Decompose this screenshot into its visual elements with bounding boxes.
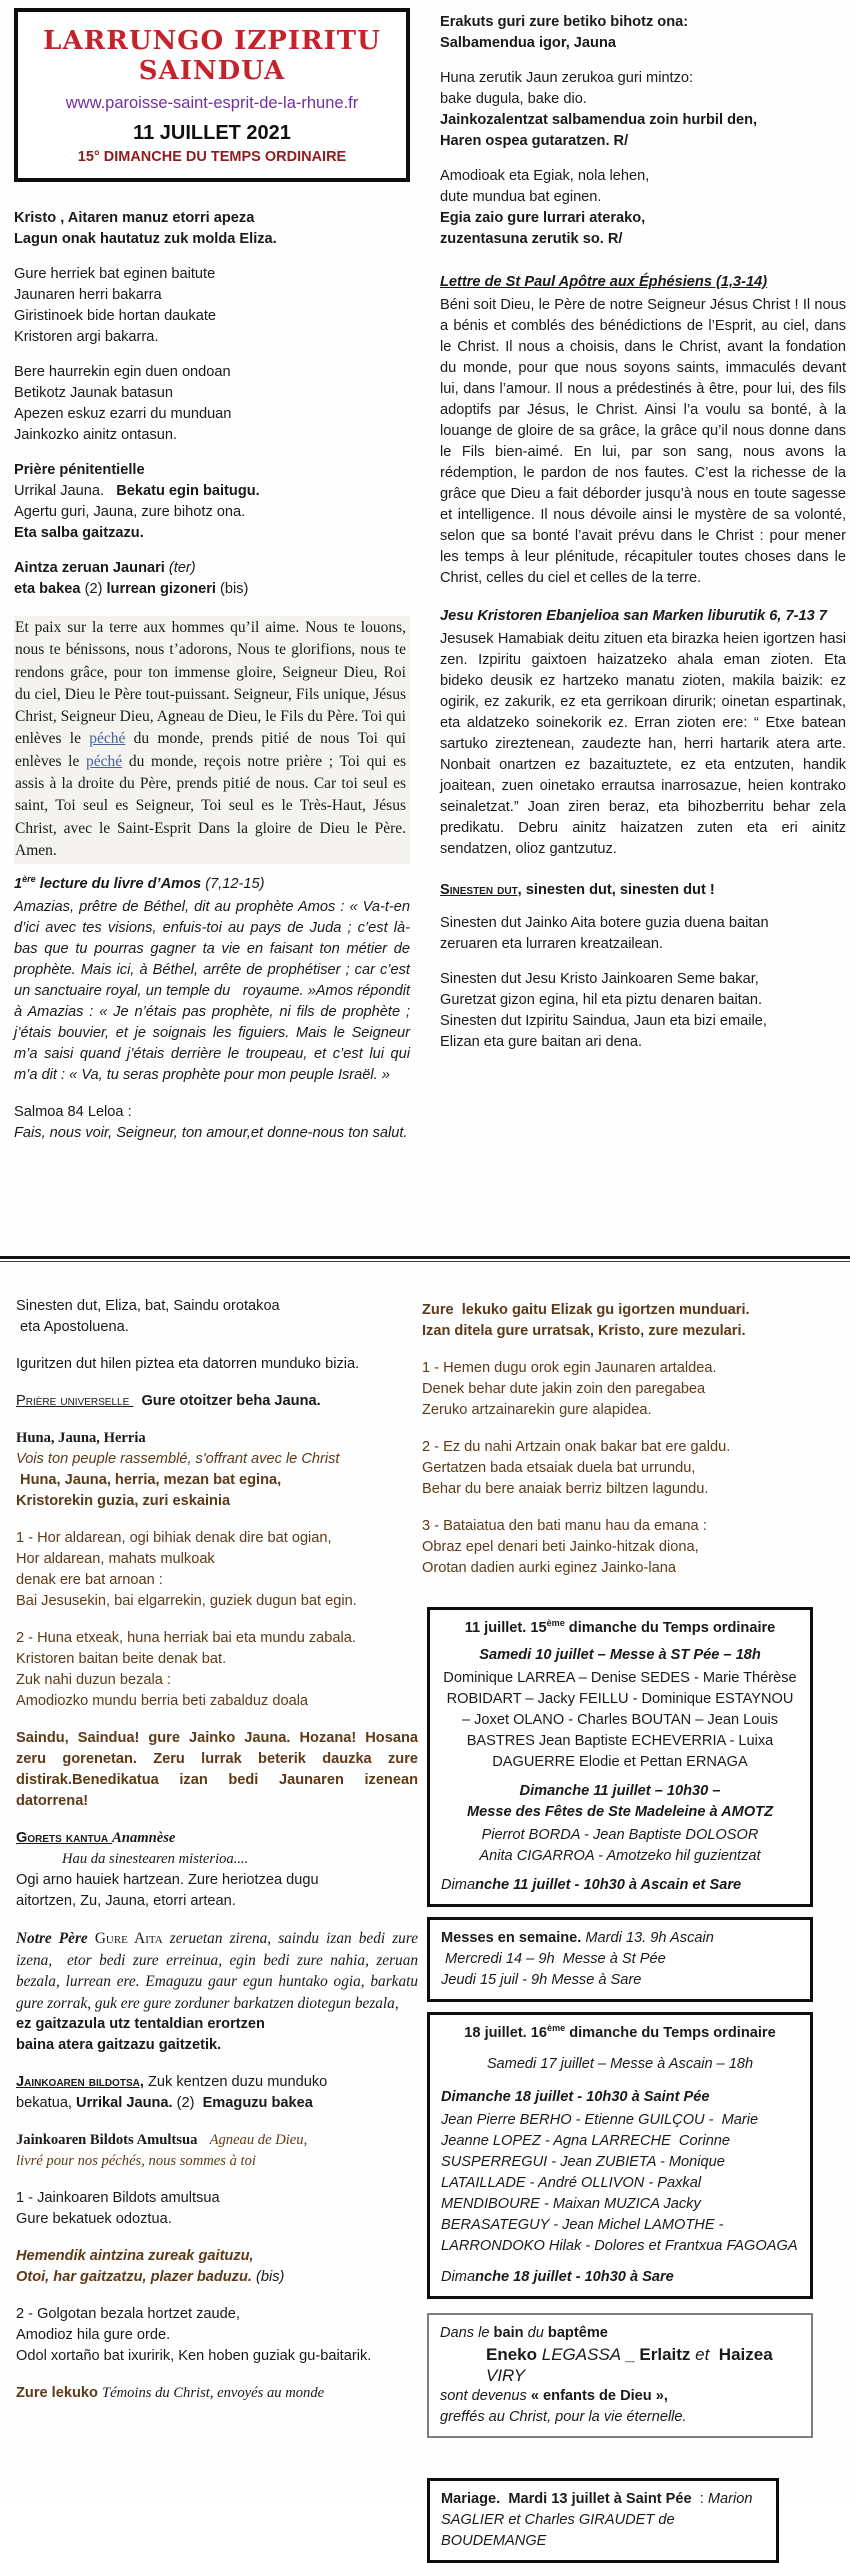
text-run: SAGLIER et Charles GIRAUDET de BOUDEMANGE: [441, 2512, 675, 2549]
text-run: Izan ditela gure urratsak, Kristo, zure mezulari.: [422, 1323, 746, 1339]
text-run: Urrikal Jauna.: [76, 2095, 173, 2111]
weekday-masses: [427, 1917, 813, 2002]
sending-hymn-verse-2: [422, 1437, 818, 1500]
section-divider: [0, 1256, 850, 1262]
text-block: [441, 1875, 799, 1896]
text-run: denak ere bat arnoan :: [16, 1572, 163, 1588]
text-run: Saindu, Saindua! gure Jainko Jauna. Hozana! Hosana zeru gorenetan. Zeru lurrak beterik dauzka zure distirak.Benedikatua izan bedi Jaunaren izenean datorrena!: [16, 1730, 418, 1809]
second-reading-text: Béni soit Dieu, le Père de notre Seigneur Jésus Christ ! Il nous a bénis et comblés des bénédictions de l’Esprit, au ciel, dans le Christ. Il nous a choisis, dans le Christ, avant la fondation du monde, pour que nous soyons saints, immaculés devant lui, dans l’amour. Il nous a prédestinés à être, pour lui, des fils adoptifs par Jésus, le Christ. Ainsi l’a voulu sa bonté, à la louange de gloire de sa grâce, la grâce qu’il nous donne dans le Fils bien-aimé. En lui, par son sang, nous avons la rédemption, le pardon de nos fautes. C’est la richesse de la grâce que Dieu a fait déborder jusqu’à nous en toute sagesse et intelligence. Il nous dévoile ainsi le mystère de sa volonté, selon que sa bonté l’avait prévu dans le Christ : pour mener les temps à leur plénitude, récapituler toutes choses dans le Christ, celles du ciel et celles de la terre.: [440, 297, 846, 586]
text-run: Mariage. Mardi 13 juillet à Saint Pée: [441, 2491, 700, 2507]
offertory-refrain: [16, 1470, 418, 1512]
mass-schedule-week1: [427, 1607, 813, 1907]
bottom-right-column: [422, 1300, 818, 2563]
text-block: [441, 2110, 799, 2257]
text-run: Témoins du Christ, envoyés au monde: [101, 2385, 325, 2401]
text-run: eta bakea: [14, 581, 85, 597]
hymn-entrance-refrain: [14, 208, 410, 250]
text-run: et: [695, 2345, 715, 2364]
credo-line-2: Sinesten dut Jesu Kristo Jainkoaren Seme bakar, Guretzat gizon egina, hil eta piztu denaren baitan. Sinesten dut Izpiritu Saindua, Jaun eta bizi emaile, Elizan eta gure baitan ari dena.: [440, 971, 767, 1050]
text-run: Egia zaio gure lurrari aterako,: [440, 210, 646, 226]
text-block: Dominique LARREA – Denise SEDES - Marie Thérèse ROBIDART – Jacky FEILLU - Dominique ESTAYNOU – Joxet OLANO - Charles BOUTAN – Jean Louis BASTRES Jean Baptiste ECHEVERRIA - Luixa DAGUERRE Elodie et Pettan ERNAGA: [443, 1670, 797, 1770]
agnus-title: [16, 2130, 418, 2172]
text-run: Dimanche 18 juillet - 10h30 à Saint Pée: [441, 2089, 710, 2105]
agnus-refrain: [16, 2246, 418, 2288]
text-run: « enfants de Dieu »,: [530, 2388, 668, 2404]
text-run: ez gaitzazula utz tentaldian erortzen: [16, 2016, 265, 2032]
text-block: [441, 2054, 799, 2075]
text-run: Dima: [441, 2269, 476, 2285]
agnus-verse-2: 2 - Golgotan bezala hortzet zaude, Amodioz hila gure orde. Odol xortaño bat ixuririk, Ken hoben guziak gu-baitarik.: [16, 2306, 372, 2364]
text-run: nche 18 juillet - 10h30 à Sare: [475, 2269, 674, 2285]
text-run: _: [625, 2345, 640, 2364]
text-run: Gertatzen bada etsaiak duela bat urrundu,: [422, 1460, 696, 1476]
credo-line-4: Iguritzen dut hilen piztea eta datorren munduko bizia.: [16, 1356, 360, 1372]
sending-hymn-refrain: [422, 1300, 818, 1342]
text-run: 3 - Bataiatua den bati manu hau da emana :: [422, 1518, 707, 1534]
text-run: Messe des Fêtes de Ste Madeleine à AMOTZ: [466, 1804, 774, 1820]
text-run: Zure lekuko gaitu Elizak gu igortzen munduari.: [422, 1302, 750, 1318]
credo-line-3: Sinesten dut, Eliza, bat, Saindu orotakoa eta Apostoluena.: [16, 1298, 280, 1335]
priere-universelle: [16, 1391, 418, 1412]
text-run: Marion: [707, 2491, 753, 2507]
sending-hymn-verse-1: [422, 1358, 818, 1421]
text-run: Eta salba gaitzazu.: [14, 525, 144, 541]
text-run: Zuk kentzen duzu munduko: [143, 2074, 328, 2090]
gloria-text: Et paix sur la terre aux hommes qu’il aime. Nous te louons, nous te bénissons, nous t’adorons, Nous te glorifions, nous te rendons grâce, pour ton immense gloire, Seigneur Dieu, Roi du ciel, Dieu le Père tout-puissant. Seigneur, Fils unique, Jésus Christ, Seigneur Dieu, Agneau de Dieu, le Fils du Père. Toi qui enlèves le péché du monde, prends pitié de nous Toi qui enlèves le péché du monde, reçois notre prière ; Toi qui es assis à la droite du Père, prends pitié de nous. Car toi seul es saint, Toi seul es Seigneur, Toi seul es le Très-Haut, Jésus Christ, avec le Saint-Esprit Dans la gloire de Dieu le Père. Amen.: [14, 616, 410, 864]
text-run: ère: [22, 874, 36, 885]
text-run: Mercredi 14 – 9h Messe à St Pée: [441, 1951, 666, 1967]
text-run: Prière pénitentielle: [14, 462, 145, 478]
bottom-left-column: [16, 1296, 418, 2404]
gospel-heading: [440, 606, 846, 627]
parish-title: LARRUNGO IZPIRITU SAINDUA: [43, 26, 381, 86]
text-run: Erlaitz: [639, 2345, 696, 2364]
baptism-announcement: [427, 2313, 813, 2438]
text-run: Amazias, prêtre de Béthel, dit au prophète Amos : « Va-t-en d’ici avec tes visions, enfuis-toi au pays de Juda ; c’est là-bas que tu pourras gagner ta vie en faisant ton métier de prophète. Mais ici, à Béthel, arrête de prophétiser ; car c’est un sanctuaire royal, un temple du royaume. »Amos répondit à Amazias : « Je n’étais pas prophète, ni fils de prophète ; j’étais bouvier, et je soignais les figuiers. Mais le Seigneur m’a saisi quand j’étais derrière le troupeau, et c’est lui qui m’a dit : « Va, tu seras prophète pour mon peuple Israël. »: [14, 899, 410, 1084]
text-run: bain: [493, 2325, 528, 2341]
text-run: Orotan dadien aurki eginez Jainko-lana: [422, 1560, 676, 1576]
text-block: [441, 1618, 799, 1639]
text-run: Jainkozalentzat salbamendua zoin hurbil den,: [440, 112, 758, 128]
text-run: Kristoren baitan beite denak bat.: [16, 1651, 227, 1667]
text-run: zuzentasuna zerutik so. R/: [440, 231, 623, 247]
text-run: Lettre de St Paul Apôtre aux Éphésiens (1,3-14): [440, 274, 768, 290]
text-block: [440, 2323, 800, 2344]
text-run: Huna, Jauna, Herria: [16, 1430, 146, 1446]
top-left-column: [14, 8, 410, 1144]
gorets-kantua-title: Gorets kantua: [16, 1830, 113, 1846]
credo-heading: [440, 880, 846, 901]
text-run: Otoi, har gaitzatzu, plazer baduzu.: [16, 2269, 257, 2285]
text-block: [441, 1645, 799, 1666]
text-run: Anamnèse: [112, 1830, 176, 1846]
text-run: Kristo , Aitaren manuz etorri apeza: [14, 210, 255, 226]
text-run: Emaguzu bakea: [202, 2095, 313, 2111]
anamnese-intro: [16, 1849, 418, 1870]
mass-schedule-week2: [427, 2012, 813, 2299]
text-run: Pierrot BORDA - Jean Baptiste DOLOSOR: [481, 1827, 759, 1843]
credo-line-1: Sinesten dut Jainko Aita botere guzia duena baitan zeruaren eta lurraren kreatzailean.: [440, 915, 769, 952]
text-run: Lagun onak hautatuz zuk molda Eliza.: [14, 231, 277, 247]
text-run: du: [527, 2325, 548, 2341]
text-run: greffés au Christ, pour la vie éternelle.: [440, 2409, 687, 2425]
sinesten-dut-title: Sinesten dut,: [440, 882, 522, 898]
text-run: Eneko: [486, 2345, 542, 2364]
text-block: Mariage. Mardi 13 juillet à Saint Pée : Marion SAGLIER et Charles GIRAUDET de BOUDEMANGE: [441, 2491, 753, 2549]
text-run: Dima: [441, 1877, 476, 1893]
text-run: Samedi 17 juillet – Messe à Ascain – 18h: [486, 2056, 754, 2072]
text-run: 2 - Ez du nahi Artzain onak bakar bat ere galdu.: [422, 1439, 731, 1455]
top-right-text: [440, 12, 846, 1053]
bottom-right-text: [422, 1300, 818, 1579]
text-run: 18 juillet. 16: [464, 2025, 548, 2041]
priere-penitentielle: Prière pénitentielle Urrikal Jauna. Bekatu egin baitugu. Agertu guri, Jauna, zure bihotz ona. Eta salba gaitzazu.: [14, 462, 260, 541]
text-block: [440, 2386, 800, 2407]
text-run: nche 11 juillet - 10h30 à Ascain et Sare: [475, 1877, 742, 1893]
text-run: lecture du livre d’Amos: [35, 876, 206, 893]
text-run: baptême: [547, 2325, 608, 2341]
offertory-title: [16, 1428, 418, 1449]
jainkoaren-bildotsa-title: Jainkoaren bildotsa,: [16, 2074, 144, 2090]
offertory-french: [16, 1449, 418, 1470]
text-run: Hemendik aintzina zureak gaituzu,: [16, 2248, 254, 2264]
sending-hymn-verse-3: [422, 1516, 818, 1579]
text-run: Kristorekin guzia, zuri eskainia: [16, 1493, 231, 1509]
peche-link[interactable]: péché: [86, 752, 123, 770]
text-run: Gure otoitzer beha Jauna.: [141, 1393, 321, 1409]
text-block: [441, 2267, 799, 2288]
psalm: Salmoa 84 Leloa : Fais, nous voir, Seigneur, ton amour,et donne-nous ton salut.: [14, 1104, 408, 1142]
text-run: Jeudi 15 juil - 9h Messe à Sare: [441, 1972, 642, 1988]
offertory-verse-2: [16, 1628, 418, 1712]
text-run: Behar du bere anaiak berriz biltzen lagundu.: [422, 1481, 709, 1497]
text-run: Zuk nahi duzun bezala :: [16, 1672, 171, 1688]
text-run: (bis): [256, 2269, 285, 2285]
text-run: Hau da sinestearen misterioa....: [62, 1851, 249, 1867]
marriage-announcement: [427, 2478, 779, 2563]
psalm-verse-1: Huna zerutik Jaun zerukoa guri mintzo: bake dugula, bake dio. Jainkozalentzat salbamendua zoin hurbil den, Haren ospea gutaratzen. R/: [440, 70, 758, 149]
gloria-refrain: Aintza zeruan Jaunari (ter) eta bakea (2) lurrean gizoneri (bis): [14, 560, 249, 597]
text-run: Jean Pierre BERHO - Etienne GUILÇOU - Marie Jeanne LOPEZ - Agna LARRECHE Corinne SUSPERREGUI - Jean ZUBIETA - Monique LATAILLADE - André OLLIVON - Paxkal MENDIBOURE - Maixan MUZICA Jacky BERASATEGUY - Jean Michel LAMOTHE - LARRONDOKO Hilak - Dolores et Frantxua FAGOAGA: [441, 2112, 798, 2254]
text-run: Bekatu egin baitugu.: [116, 483, 260, 499]
peche-link[interactable]: péché: [89, 730, 126, 748]
text-run: Obraz epel denari beti Jainko-hitzak diona,: [422, 1539, 699, 1555]
text-block: [441, 1825, 799, 1867]
text-run: sinesten dut, sinesten dut !: [521, 882, 715, 898]
text-run: baina atera gaitzazu gaitzetik.: [16, 2037, 222, 2053]
text-run: 1: [14, 876, 23, 893]
text-run: Notre Père: [16, 1930, 95, 1947]
text-run: 1 - Hemen dugu orok egin Jaunaren artaldea.: [422, 1360, 717, 1376]
text-run: Vois ton peuple rassemblé, s'offrant avec le Christ: [16, 1451, 340, 1467]
text-run: Jainkoaren Bildots Amultsua: [16, 2132, 198, 2148]
agnus-basque: Jainkoaren bildotsa, Zuk kentzen duzu munduko bekatua, Urrikal Jauna. (2) Emaguzu bakea: [16, 2074, 328, 2111]
text-run: 2 - Huna etxeak, huna herriak bai eta mundu zabala.: [16, 1630, 356, 1646]
text-run: Aintza zeruan Jaunari: [14, 560, 169, 576]
priere-universelle-title: Prière universelle: [16, 1393, 134, 1409]
notre-pere-end: [16, 2014, 418, 2056]
text-run: Haren ospea gutaratzen. R/: [440, 133, 629, 149]
text-run: Zure lekuko: [16, 2385, 102, 2401]
text-run: Haizea: [714, 2345, 773, 2364]
text-run: Huna, Jauna, herria, mezan bat egina,: [16, 1472, 282, 1488]
text-run: ème: [546, 1618, 565, 1629]
top-left-text: [14, 208, 410, 1144]
text-run: Zeruko artzainarekin gure alapidea.: [422, 1402, 652, 1418]
psalm-refrain: [440, 12, 846, 54]
text-run: Dimanche 11 juillet – 10h30 –: [519, 1783, 721, 1799]
text-block: [440, 2407, 800, 2428]
notre-pere: [16, 1928, 418, 2014]
text-run: Erakuts guri zure betiko bihotz ona:: [440, 14, 689, 30]
announcement-boxes: [422, 1607, 818, 2563]
issue-date: 11 JUILLET 2021: [133, 122, 291, 144]
gure-aita-title: Gure Aita: [94, 1930, 163, 1947]
text-run: dimanche du Temps ordinaire: [564, 1620, 776, 1636]
text-run: sont devenus: [440, 2388, 531, 2404]
text-run: zeruetan zirena, saindu izan bedi zure izena, etor bedi zure erreinua, egin bedi zure nahia, zeruan bezala, lurrean ere. Emaguzu gaur egun huntako ogia, barkatu gure zorrak, guk ere gure zorduner barkatzen diotegun bezala,: [16, 1930, 418, 2012]
gospel-text: Jesusek Hamabiak deitu zituen eta birazka heien igortzen hasi zen. Izpiritu gaixtoen haizatzeko ahala eman zioten. Eta bideko deusik ez hartzeko manatu zioten, makila baizik: ez ogirik, ez zakurik, ez eta gerrikoan dirurik; oinetan espartinak, eta aldatzeko soinekorik ez. Erran zioten ere: “ Etxe batean sartuko zireztenean, zaudezte han, herri hartarik atera arte. Nonbait onartzen ez bazaituztete, ez eta entzuten, handik joaitean, zuen oinetako errautsa inarrosazue, heien kontrako seinaletzat.” Joan ziren beraz, eta bihozberritu behar zela predikatu. Debru ainitz haizatzen zuten eta eri ainitz sendatzen, olioz gantzutuz.: [440, 631, 846, 857]
sanctus: [16, 1728, 418, 1812]
text-run: Fais, nous voir, Seigneur, ton amour,et donne-nous ton salut.: [14, 1125, 408, 1142]
parish-website-link[interactable]: www.paroisse-saint-esprit-de-la-rhune.fr: [65, 94, 359, 112]
anamnese-heading: [16, 1828, 418, 1849]
text-run: Dans le: [440, 2325, 494, 2341]
psalm-verse-2: Amodioak eta Egiak, nola lehen, dute mundua bat eginen. Egia zaio gure lurrari aterako, zuzentasuna zerutik so. R/: [440, 168, 650, 247]
text-run: Denek behar dute jakin zoin den paregabea: [422, 1381, 706, 1397]
text-run: Salbamendua igor, Jauna: [440, 35, 616, 51]
masthead: [14, 8, 410, 182]
text-block: [441, 1781, 799, 1823]
text-run: dimanche du Temps ordinaire: [565, 2025, 776, 2041]
bottom-left-text: [16, 1296, 418, 2404]
second-reading-heading: [440, 272, 846, 293]
text-run: Samedi 10 juillet – Messe à ST Pée – 18h: [479, 1647, 761, 1663]
text-run: 11 juillet. 15: [464, 1620, 547, 1636]
hymn-entrance-verse-2: Bere haurrekin egin duen ondoan Betikotz Jaunak batasun Apezen eskuz ezarri du munduan Jainkozko ainitz ontasun.: [14, 364, 232, 443]
text-block: [440, 2344, 800, 2386]
text-run: Jesu Kristoren Ebanjelioa san Marken liburutik 6, 7-13 7: [440, 608, 827, 624]
text-block: [441, 2023, 799, 2044]
top-right-column: [440, 12, 846, 1053]
anamnese-text: Ogi arno hauiek hartzean. Zure heriotzea dugu aitortzen, Zu, Jauna, etorri artean.: [16, 1872, 319, 1909]
text-block: [441, 2087, 799, 2108]
text-run: Agneau de Dieu,: [209, 2132, 308, 2148]
agnus-verse-1: 1 - Jainkoaren Bildots amultsua Gure bekatuek odoztua.: [16, 2190, 220, 2227]
text-run: 1 - Hor aldarean, ogi bihiak denak dire bat ogian,: [16, 1530, 332, 1546]
first-reading-text: [14, 897, 410, 1086]
zure-lekuko-heading: [16, 2383, 418, 2404]
text-run: LEGASSA: [541, 2345, 626, 2364]
text-run: Messes en semaine.: [441, 1930, 582, 1946]
text-run: Amodiozko mundu berria beti zabalduz doala: [16, 1693, 309, 1709]
text-run: livré pour nos péchés, nous sommes à toi: [16, 2153, 256, 2169]
text-run: Bai Jesusekin, bai elgarrekin, guziek dugun bat egin.: [16, 1593, 357, 1609]
hymn-entrance-verse-1: Gure herriek bat eginen baitute Jaunaren herri bakarra Giristinoek bide hortan daukate Kristoren argi bakarra.: [14, 266, 217, 345]
text-run: (ter): [168, 560, 196, 576]
text-run: lurrean gizoneri: [106, 581, 221, 597]
offertory-verse-1: [16, 1528, 418, 1612]
text-block: [441, 1928, 799, 1991]
text-run: Mardi 13. 9h Ascain: [581, 1930, 714, 1946]
text-run: ème: [547, 2023, 566, 2034]
text-run: (7,12-15): [205, 876, 265, 893]
text-run: Anita CIGARROA - Amotzeko hil guzientzat: [479, 1848, 761, 1864]
sunday-title: 15° DIMANCHE DU TEMPS ORDINAIRE: [77, 149, 347, 165]
text-run: Hor aldarean, mahats mulkoak: [16, 1551, 215, 1567]
text-run: VIRY: [486, 2366, 526, 2385]
first-reading-heading: [14, 874, 410, 895]
